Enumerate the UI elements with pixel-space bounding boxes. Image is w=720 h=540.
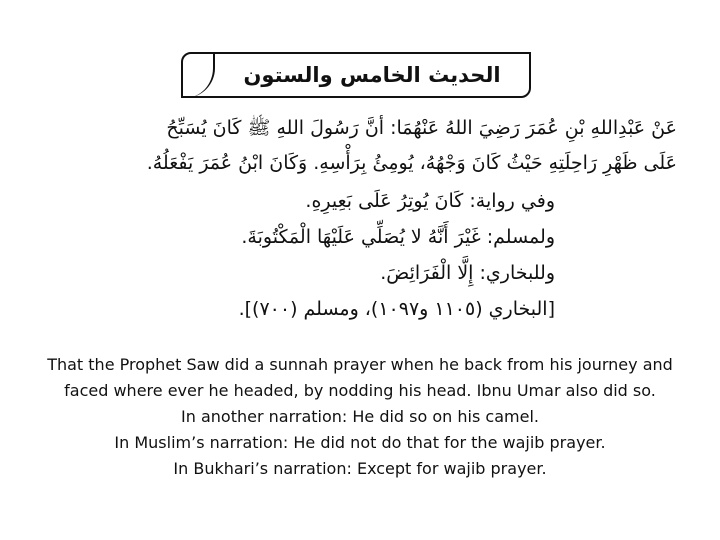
hadith-title-box [181, 52, 531, 98]
translation-line-5: In Bukhari’s narration: Except for wajib prayer. [173, 459, 547, 478]
narration-muslim: ولمسلم: غَيْرَ أَنَّهُ لا يُصَلِّي عَلَيْهَا الْمَكْتُوبَةَ. [241, 226, 555, 248]
hadith-text-line-2: عَلَى ظَهْرِ رَاحِلَتِهِ حَيْثُ كَانَ وَجْهُهُ، يُومِئُ بِرَأْسِهِ. وَكَانَ ابْنُ عُمَرَ يَفْعَلُهُ. [146, 152, 677, 174]
hadith-title: الحديث الخامس والستون [243, 63, 501, 87]
english-translation [20, 352, 700, 482]
translation-line-1: That the Prophet Saw did a sunnah prayer when he back from his journey and [47, 355, 673, 374]
title-box-decoration [181, 52, 215, 98]
translation-line-2: faced where ever he headed, by nodding his head. Ibnu Umar also did so. [64, 381, 656, 400]
hadith-source-reference: [البخاري (١١٠٥ و١٠٩٧)، ومسلم (٧٠٠)]. [238, 298, 555, 320]
translation-line-4: In Muslim’s narration: He did not do that for the wajib prayer. [114, 433, 606, 452]
scanned-hadith-page [35, 40, 685, 340]
narration-variant-1: وفي رواية: كَانَ يُوتِرُ عَلَى بَعِيرِهِ. [305, 190, 555, 212]
hadith-text-line-1: عَنْ عَبْدِاللهِ بْنِ عُمَرَ رَضِيَ اللهُ عَنْهُمَا: أنَّ رَسُولَ اللهِ ﷺ كَانَ يُسَبِّحُ [166, 117, 677, 139]
narration-bukhari: وللبخاري: إِلَّا الْفَرَائِضَ. [380, 262, 555, 284]
translation-line-3: In another narration: He did so on his camel. [181, 407, 539, 426]
